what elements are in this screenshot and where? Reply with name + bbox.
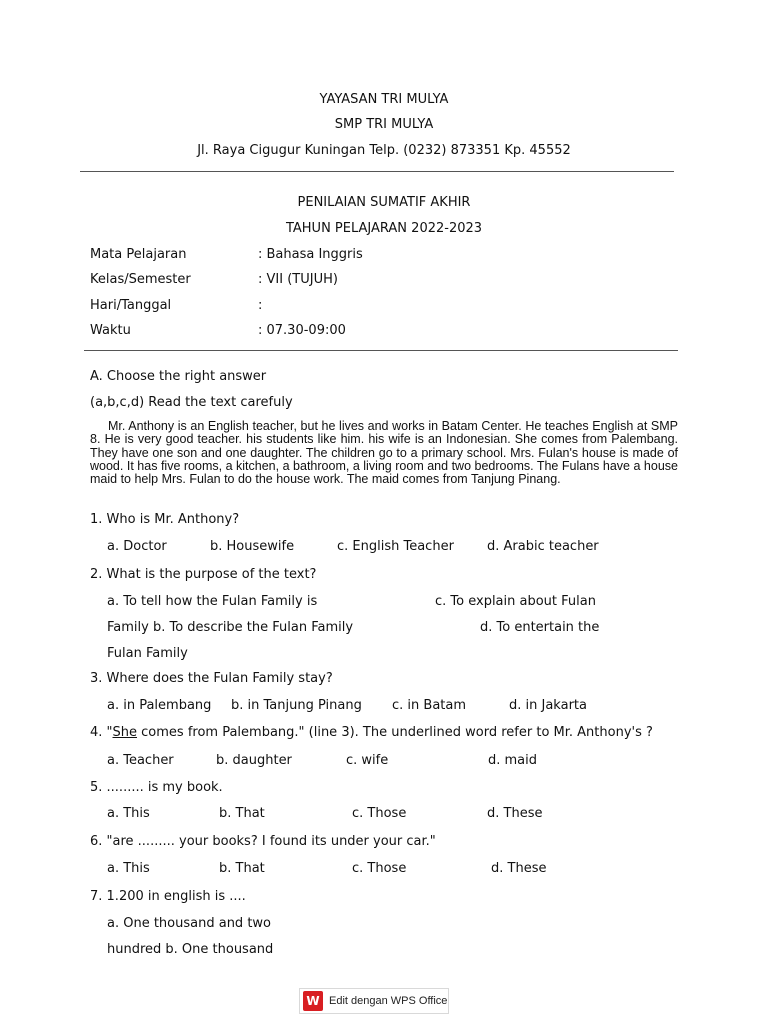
question-4 bbox=[90, 725, 653, 740]
q3-option-a: a. in Palembang bbox=[107, 698, 212, 713]
info-value-date: : bbox=[258, 298, 263, 313]
q2-line-1-left: a. To tell how the Fulan Family is bbox=[107, 594, 318, 609]
question-3: 3. Where does the Fulan Family stay? bbox=[90, 671, 333, 686]
q4-underlined-word: She bbox=[112, 725, 138, 740]
instruction-line-2: (a,b,c,d) Read the text carefuly bbox=[90, 395, 293, 410]
q2-line-3: Fulan Family bbox=[107, 646, 188, 661]
foundation-name: YAYASAN TRI MULYA bbox=[319, 92, 449, 107]
question-2: 2. What is the purpose of the text? bbox=[90, 567, 317, 582]
q2-line-2-right: d. To entertain the bbox=[480, 620, 600, 635]
info-label-date: Hari/Tanggal bbox=[90, 298, 172, 313]
q1-option-c: c. English Teacher bbox=[337, 539, 454, 554]
q2-line-2-left: Family b. To describe the Fulan Family bbox=[107, 620, 354, 635]
info-value-time: : 07.30-09:00 bbox=[258, 323, 346, 338]
question-5: 5. ......... is my book. bbox=[90, 780, 223, 795]
q7-line-2: hundred b. One thousand bbox=[107, 942, 274, 957]
q4-option-b: b. daughter bbox=[216, 753, 292, 768]
q4-text-pre: 4. " bbox=[90, 725, 113, 740]
q6-option-b: b. That bbox=[219, 861, 265, 876]
q1-option-d: d. Arabic teacher bbox=[487, 539, 599, 554]
header-divider bbox=[80, 171, 674, 172]
q3-option-b: b. in Tanjung Pinang bbox=[231, 698, 362, 713]
exam-year: TAHUN PELAJARAN 2022-2023 bbox=[285, 221, 483, 236]
school-address: Jl. Raya Cigugur Kuningan Telp. (0232) 873351 Kp. 45552 bbox=[197, 143, 571, 158]
wps-edit-label: Edit dengan WPS Office bbox=[329, 995, 448, 1007]
question-1: 1. Who is Mr. Anthony? bbox=[90, 512, 240, 527]
info-label-subject: Mata Pelajaran bbox=[90, 247, 187, 262]
q3-option-c: c. in Batam bbox=[392, 698, 467, 713]
wps-logo-icon: W bbox=[303, 991, 323, 1011]
q1-option-b: b. Housewife bbox=[210, 539, 295, 554]
info-label-class: Kelas/Semester bbox=[90, 272, 191, 287]
q3-option-d: d. in Jakarta bbox=[509, 698, 587, 713]
info-value-class: : VII (TUJUH) bbox=[258, 272, 338, 287]
q4-option-a: a. Teacher bbox=[107, 753, 174, 768]
question-7: 7. 1.200 in english is .... bbox=[90, 889, 246, 904]
instruction-line-1: A. Choose the right answer bbox=[90, 369, 267, 384]
q4-option-c: c. wife bbox=[346, 753, 389, 768]
q4-option-d: d. maid bbox=[488, 753, 538, 768]
wps-edit-button[interactable] bbox=[299, 988, 449, 1014]
info-label-time: Waktu bbox=[90, 323, 131, 338]
q5-option-c: c. Those bbox=[352, 806, 407, 821]
info-divider bbox=[84, 350, 678, 351]
q6-option-c: c. Those bbox=[352, 861, 407, 876]
school-name: SMP TRI MULYA bbox=[334, 117, 434, 132]
info-value-subject: : Bahasa Inggris bbox=[258, 247, 363, 262]
q1-option-a: a. Doctor bbox=[107, 539, 167, 554]
question-6: 6. "are ......... your books? I found its under your car." bbox=[90, 834, 436, 849]
q6-option-a: a. This bbox=[107, 861, 150, 876]
q5-option-b: b. That bbox=[219, 806, 265, 821]
q5-option-d: d. These bbox=[487, 806, 543, 821]
reading-passage: Mr. Anthony is an English teacher, but he lives and works in Batam Center. He teaches English at SMP 8. He is very good teacher. his students like him. his wife is an Indonesian. She comes from Palembang. They have one son and one daughter. The children go to a primary school. Mrs. Fulan's house is made of wood. It has five rooms, a kitchen, a bathroom, a living room and two bedrooms. The Fulans have a house maid to help Mrs. Fulan to do the house work. The maid comes from Tanjung Pinang. bbox=[90, 419, 678, 487]
q4-text-post: comes from Palembang." (line 3). The underlined word refer to Mr. Anthony's ? bbox=[137, 725, 653, 740]
q2-line-1-right: c. To explain about Fulan bbox=[435, 594, 596, 609]
q7-line-1: a. One thousand and two bbox=[107, 916, 271, 931]
q5-option-a: a. This bbox=[107, 806, 150, 821]
exam-title: PENILAIAN SUMATIF AKHIR bbox=[297, 195, 471, 210]
q6-option-d: d. These bbox=[491, 861, 547, 876]
